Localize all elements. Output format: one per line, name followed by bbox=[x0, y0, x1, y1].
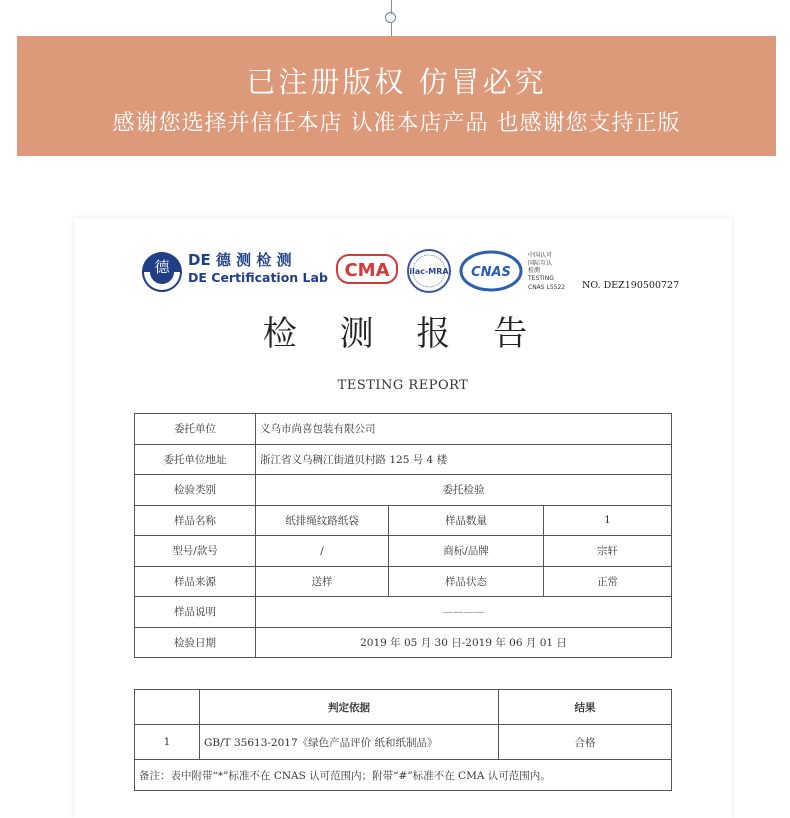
cnas-logo-icon bbox=[458, 248, 524, 294]
de-lab-name-cn: DE 德 测 检 测 bbox=[188, 251, 292, 269]
table-row: 判定依据 结果 bbox=[135, 690, 672, 725]
table-row: 1 GB/T 35613-2017《绿色产品评价 纸和纸制品》 合格 bbox=[135, 725, 672, 760]
sample-info-table bbox=[134, 413, 672, 658]
test-report-document bbox=[74, 218, 732, 818]
result-table bbox=[134, 689, 672, 791]
table-row: 委托单位地址 浙江省义乌稠江街道贝村路 125 号 4 楼 bbox=[135, 444, 672, 475]
table-row: 备注：表中附带“*”标准不在 CNAS 认可范围内；附带“#”标准不在 CMA 认可范围内。 bbox=[135, 760, 672, 791]
table-row: 样品名称 纸排绳纹路纸袋 样品数量 1 bbox=[135, 505, 672, 536]
report-subtitle: TESTING REPORT bbox=[337, 378, 469, 393]
table-row: 检验日期 2019 年 05 月 30 日-2019 年 06 月 01 日 bbox=[135, 627, 672, 658]
ilac-text: ilac-MRA bbox=[409, 267, 449, 276]
report-number: NO. DEZ190500727 bbox=[582, 280, 680, 291]
hanger-ring bbox=[385, 12, 396, 23]
banner-headline: 已注册版权 仿冒必究 bbox=[246, 65, 547, 99]
banner-subline: 感谢您选择并信任本店 认准本店产品 也感谢您支持正版 bbox=[112, 111, 681, 136]
cma-logo-icon bbox=[336, 254, 398, 284]
ilac-mra-logo-icon bbox=[406, 248, 452, 294]
table-row: 样品来源 送样 样品状态 正常 bbox=[135, 566, 672, 597]
de-mark-glyph: 德 bbox=[154, 258, 170, 276]
report-title: 检 测 报 告 bbox=[262, 314, 544, 354]
table-row: 检验类别 委托检验 bbox=[135, 475, 672, 506]
hanger-stem bbox=[391, 23, 392, 36]
table-row: 样品说明 ———— bbox=[135, 597, 672, 628]
copyright-banner bbox=[17, 36, 776, 156]
table-row: 型号/款号 / 商标/品牌 宗轩 bbox=[135, 536, 672, 567]
cnas-text: CNAS bbox=[471, 265, 511, 280]
cma-text: CMA bbox=[344, 260, 390, 281]
cnas-caption: 中国认可 国际互认 检测 TESTING bbox=[528, 252, 554, 282]
cnas-number: CNAS L5522 bbox=[528, 284, 566, 291]
table-row: 委托单位 义乌市尚喜包装有限公司 bbox=[135, 414, 672, 445]
de-lab-logo-icon bbox=[140, 250, 184, 294]
de-lab-name-en: DE Certification Lab bbox=[188, 270, 328, 285]
